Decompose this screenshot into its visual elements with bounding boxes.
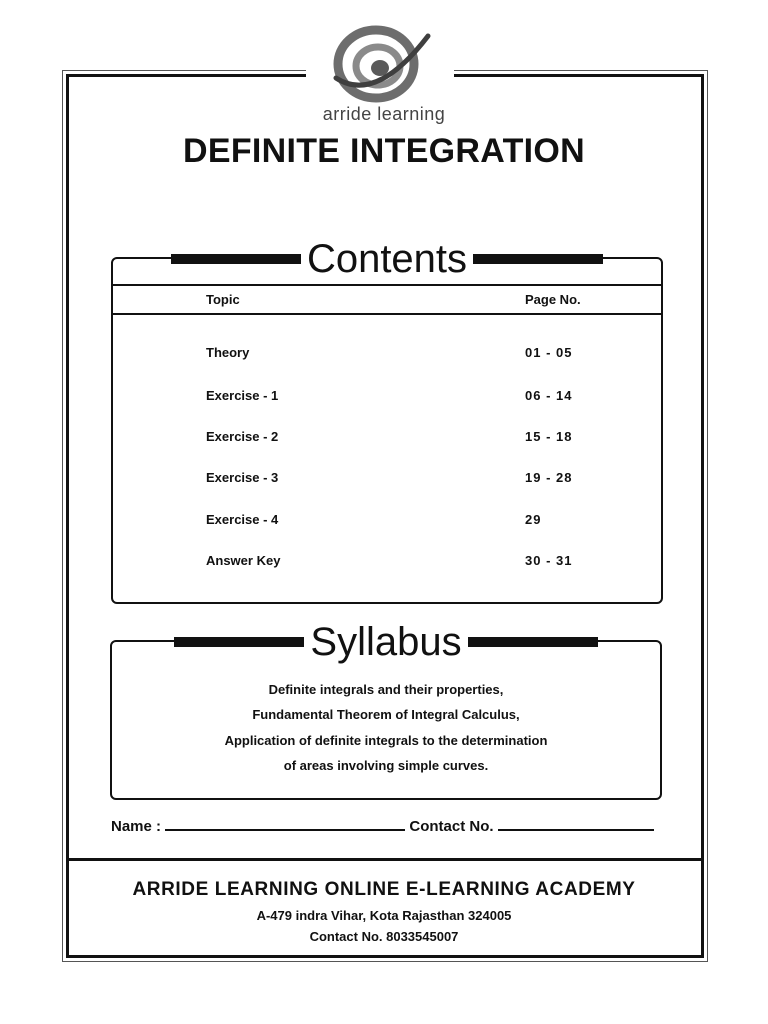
toc-page: 01 - 05 [525, 345, 573, 360]
toc-row [113, 429, 661, 447]
toc-page: 15 - 18 [525, 429, 573, 444]
syllabus-box [110, 620, 662, 800]
heading-bar-left [174, 637, 304, 647]
topic-column-header: Topic [206, 292, 240, 307]
footer-divider [66, 858, 704, 861]
swirl-logo-icon [316, 22, 452, 108]
page-column-header: Page No. [525, 292, 581, 307]
contents-header-top-rule [113, 284, 661, 286]
contact-blank[interactable] [498, 817, 654, 831]
name-blank[interactable] [165, 817, 405, 831]
toc-page: 19 - 28 [525, 470, 573, 485]
syllabus-line: of areas involving simple curves. [283, 758, 489, 773]
toc-page: 30 - 31 [525, 553, 573, 568]
logo-wordmark: arride learning [322, 104, 446, 124]
student-details-line [111, 817, 654, 835]
toc-topic: Answer Key [206, 553, 281, 568]
syllabus-heading: Syllabus [304, 620, 467, 664]
syllabus-heading-row [112, 620, 660, 664]
toc-row [113, 388, 661, 406]
academy-contact: Contact No. 8033545007 [309, 929, 459, 944]
contact-label: Contact No. [409, 818, 494, 835]
name-label: Name : [111, 818, 162, 835]
toc-topic: Exercise - 3 [206, 470, 279, 485]
contents-header-bottom-rule [113, 313, 661, 315]
academy-address: A-479 indra Vihar, Kota Rajasthan 324005 [256, 908, 512, 923]
academy-name: ARRIDE LEARNING ONLINE E-LEARNING ACADEMY [132, 879, 636, 900]
contents-heading-row [113, 237, 661, 281]
toc-row [113, 345, 661, 363]
toc-row [113, 470, 661, 488]
toc-topic: Theory [206, 345, 250, 360]
contents-heading: Contents [301, 237, 473, 281]
contents-box [111, 237, 663, 604]
toc-row [113, 512, 661, 530]
toc-topic: Exercise - 1 [206, 388, 279, 403]
heading-bar-right [468, 637, 598, 647]
toc-row [113, 553, 661, 571]
toc-page: 06 - 14 [525, 388, 573, 403]
toc-topic: Exercise - 4 [206, 512, 279, 527]
document-title: DEFINITE INTEGRATION [182, 132, 586, 170]
heading-bar-right [473, 254, 603, 264]
syllabus-line: Application of definite integrals to the determination [224, 733, 548, 748]
toc-topic: Exercise - 2 [206, 429, 279, 444]
toc-page: 29 [525, 512, 542, 527]
heading-bar-left [171, 254, 301, 264]
syllabus-line: Definite integrals and their properties, [268, 682, 504, 697]
syllabus-line: Fundamental Theorem of Integral Calculus, [252, 707, 520, 722]
